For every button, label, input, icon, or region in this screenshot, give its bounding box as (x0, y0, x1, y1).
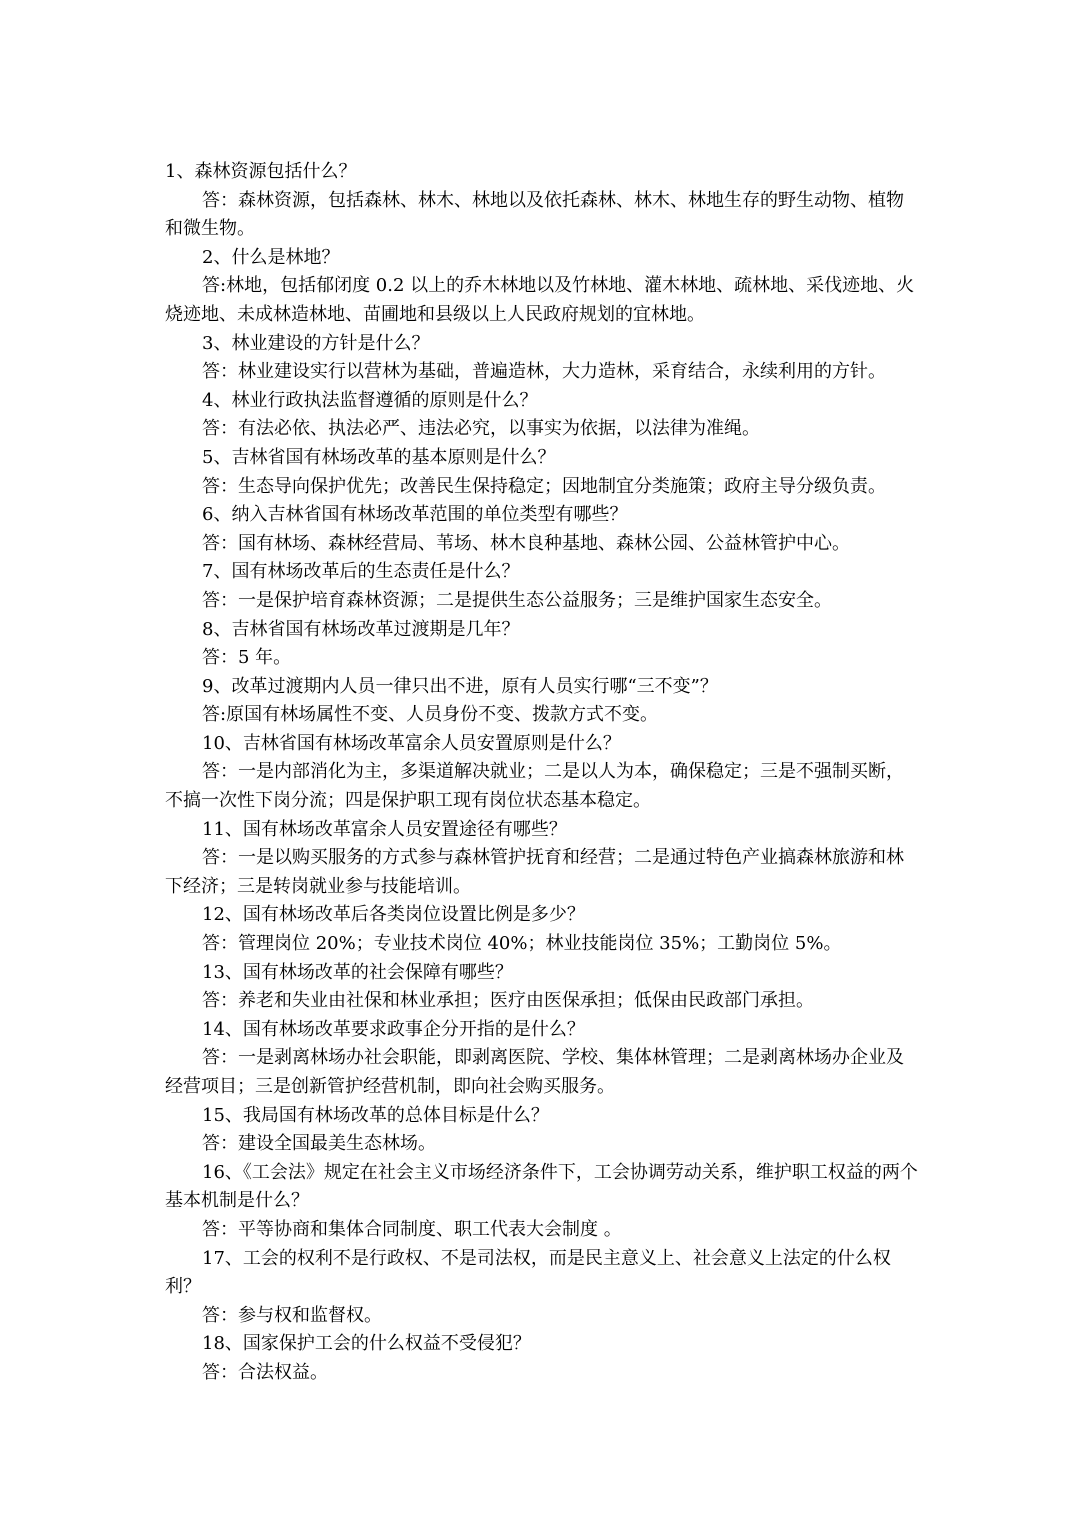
question-10: 10、吉林省国有林场改革富余人员安置原则是什么？ (202, 732, 621, 754)
answer-2: 答:林地，包括郁闭度 0.2 以上的乔木林地以及竹林地、灌木林地、疏林地、采伐迹地、火烧迹地、未成林造林地、苗圃地和县级以上人民政府规划的宜林地。 (165, 275, 915, 325)
answer-11: 答：一是以购买服务的方式参与森林管护抚育和经营；二是通过特色产业搞森林旅游和林下经济；三是转岗就业参与技能培训。 (165, 847, 904, 897)
answer-4: 答：有法必依、执法必严、违法必究，以事实为依据，以法律为准绳。 (202, 418, 760, 440)
answer-1: 答：森林资源，包括森林、林木、林地以及依托森林、林木、林地生存的野生动物、植物和微生物。 (165, 189, 904, 240)
answer-6: 答：国有林场、森林经营局、苇场、林木良种基地、森林公园、公益林管护中心。 (202, 532, 850, 554)
question-17: 17、工会的权利不是行政权、不是司法权，而是民主意义上、社会意义上法定的什么权利？ (165, 1247, 891, 1298)
answer-13: 答：养老和失业由社保和林业承担；医疗由医保承担；低保由民政部门承担。 (202, 990, 814, 1012)
question-11: 11、国有林场改革富余人员安置途径有哪些？ (202, 818, 567, 840)
question-13: 13、国有林场改革的社会保障有哪些？ (202, 961, 513, 983)
question-16: 16、《工会法》规定在社会主义市场经济条件下，工会协调劳动关系，维护职工权益的两个基本机制是什么？ (165, 1161, 918, 1212)
qa-list (165, 158, 920, 1388)
question-9: 9、改革过渡期内人员一律只出不进，原有人员实行哪“三不变”？ (202, 675, 718, 697)
question-2: 2、什么是林地？ (202, 246, 340, 268)
answer-18: 答：合法权益。 (202, 1361, 328, 1383)
answer-3: 答：林业建设实行以营林为基础，普遍造林，大力造林，采育结合，永续利用的方针。 (202, 361, 886, 383)
question-18: 18、国家保护工会的什么权益不受侵犯？ (202, 1333, 531, 1355)
answer-7: 答：一是保护培育森林资源；二是提供生态公益服务；三是维护国家生态安全。 (202, 589, 832, 611)
question-5: 5、吉林省国有林场改革的基本原则是什么？ (202, 446, 556, 468)
question-15: 15、我局国有林场改革的总体目标是什么？ (202, 1104, 549, 1126)
question-7: 7、国有林场改革后的生态责任是什么？ (202, 561, 520, 583)
answer-5: 答：生态导向保护优先；改善民生保持稳定；因地制宜分类施策；政府主导分级负责。 (202, 475, 886, 497)
answer-8: 答：5 年。 (202, 647, 292, 669)
answer-16: 答：平等协商和集体合同制度、职工代表大会制度 。 (202, 1218, 622, 1240)
question-1: 1、森林资源包括什么？ (165, 161, 357, 182)
question-14: 14、国有林场改革要求政事企分开指的是什么？ (202, 1018, 585, 1040)
answer-17: 答：参与权和监督权。 (202, 1304, 382, 1326)
question-4: 4、林业行政执法监督遵循的原则是什么？ (202, 389, 538, 411)
question-6: 6、纳入吉林省国有林场改革范围的单位类型有哪些？ (202, 504, 628, 526)
answer-14: 答：一是剥离林场办社会职能，即剥离医院、学校、集体林管理；二是剥离林场办企业及经营项目；三是创新管护经营机制，即向社会购买服务。 (165, 1047, 904, 1097)
question-12: 12、国有林场改革后各类岗位设置比例是多少？ (202, 904, 585, 926)
answer-9: 答:原国有林场属性不变、人员身份不变、拨款方式不变。 (202, 704, 659, 726)
answer-15: 答：建设全国最美生态林场。 (202, 1133, 436, 1155)
answer-12: 答：管理岗位 20%；专业技术岗位 40%；林业技能岗位 35%；工勤岗位 5%。 (202, 933, 842, 955)
question-3: 3、林业建设的方针是什么？ (202, 332, 430, 354)
answer-10: 答：一是内部消化为主，多渠道解决就业；二是以人为本，确保稳定；三是不强制买断，不搞一次性下岗分流；四是保护职工现有岗位状态基本稳定。 (165, 761, 904, 812)
question-8: 8、吉林省国有林场改革过渡期是几年？ (202, 618, 520, 640)
